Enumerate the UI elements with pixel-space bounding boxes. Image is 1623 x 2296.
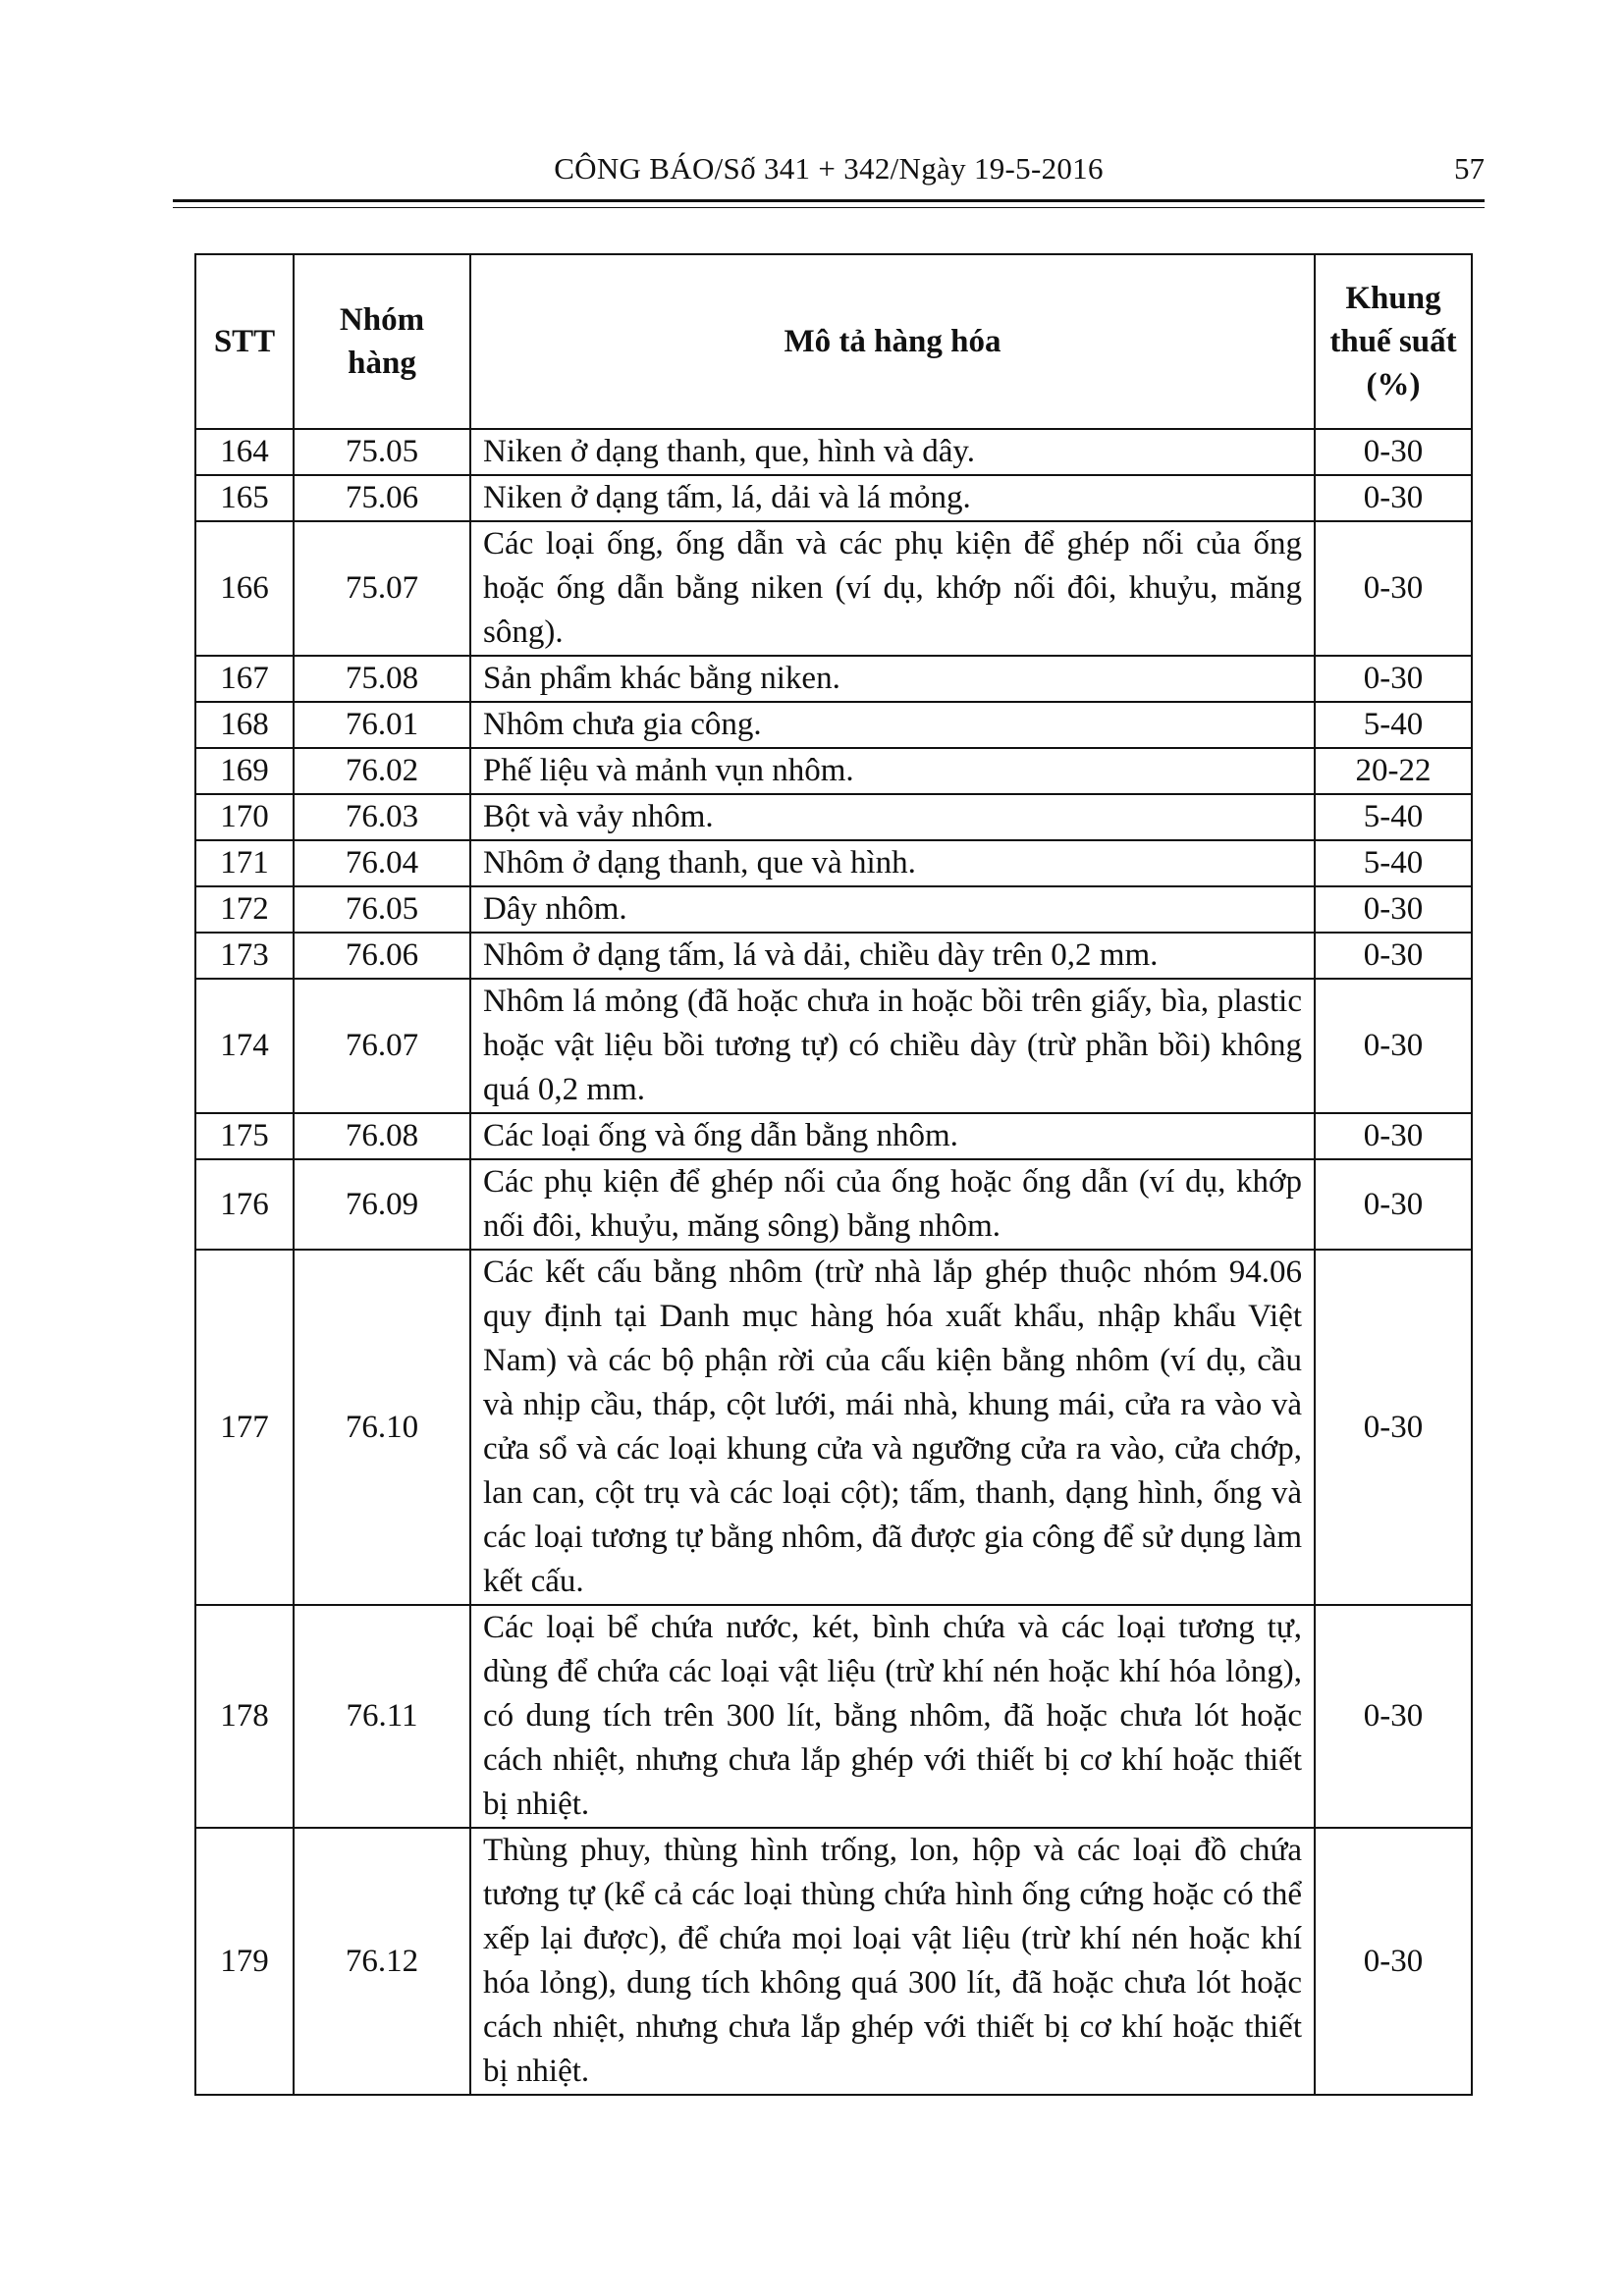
cell-description: Sản phẩm khác bằng niken. xyxy=(470,656,1315,702)
cell-stt: 165 xyxy=(195,475,294,521)
table-row xyxy=(195,475,1472,521)
cell-stt: 177 xyxy=(195,1250,294,1605)
cell-rate: 0-30 xyxy=(1315,429,1472,475)
cell-rate: 0-30 xyxy=(1315,1828,1472,2095)
cell-rate: 5-40 xyxy=(1315,794,1472,840)
cell-group: 76.07 xyxy=(294,979,470,1113)
cell-stt: 179 xyxy=(195,1828,294,2095)
page-number: 57 xyxy=(1454,151,1485,186)
cell-stt: 171 xyxy=(195,840,294,886)
cell-description: Nhôm chưa gia công. xyxy=(470,702,1315,748)
cell-description: Niken ở dạng tấm, lá, dải và lá mỏng. xyxy=(470,475,1315,521)
cell-rate: 0-30 xyxy=(1315,1159,1472,1250)
cell-description: Các loại bể chứa nước, két, bình chứa và các loại tương tự, dùng để chứa các loại vật liệu (trừ khí nén hoặc khí hóa lỏng), có dung tích trên 300 lít, bằng nhôm, đã hoặc chưa lót hoặc cách nhiệt, nhưng chưa lắp ghép với thiết bị cơ khí hoặc thiết bị nhiệt. xyxy=(470,1605,1315,1828)
column-header-group: Nhóm hàng xyxy=(294,254,470,429)
cell-stt: 173 xyxy=(195,933,294,979)
cell-description: Nhôm ở dạng thanh, que và hình. xyxy=(470,840,1315,886)
cell-rate: 0-30 xyxy=(1315,1605,1472,1828)
cell-description: Niken ở dạng thanh, que, hình và dây. xyxy=(470,429,1315,475)
cell-stt: 164 xyxy=(195,429,294,475)
cell-stt: 166 xyxy=(195,521,294,656)
cell-stt: 176 xyxy=(195,1159,294,1250)
cell-description: Bột và vảy nhôm. xyxy=(470,794,1315,840)
table-header-row xyxy=(195,254,1472,429)
cell-group: 75.05 xyxy=(294,429,470,475)
cell-stt: 170 xyxy=(195,794,294,840)
tariff-table xyxy=(194,253,1473,2096)
cell-rate: 0-30 xyxy=(1315,1113,1472,1159)
cell-description: Các phụ kiện để ghép nối của ống hoặc ống dẫn (ví dụ, khớp nối đôi, khuỷu, măng sông) bằng nhôm. xyxy=(470,1159,1315,1250)
cell-stt: 168 xyxy=(195,702,294,748)
cell-group: 76.05 xyxy=(294,886,470,933)
cell-group: 76.12 xyxy=(294,1828,470,2095)
table-row xyxy=(195,702,1472,748)
cell-stt: 172 xyxy=(195,886,294,933)
cell-group: 76.06 xyxy=(294,933,470,979)
cell-group: 75.06 xyxy=(294,475,470,521)
table-row xyxy=(195,1159,1472,1250)
cell-rate: 0-30 xyxy=(1315,979,1472,1113)
table-row xyxy=(195,933,1472,979)
cell-description: Nhôm lá mỏng (đã hoặc chưa in hoặc bồi trên giấy, bìa, plastic hoặc vật liệu bồi tương tự) có chiều dày (trừ phần bồi) không quá 0,2 mm. xyxy=(470,979,1315,1113)
cell-group: 76.02 xyxy=(294,748,470,794)
table-row xyxy=(195,794,1472,840)
cell-group: 76.08 xyxy=(294,1113,470,1159)
cell-group: 76.09 xyxy=(294,1159,470,1250)
cell-stt: 175 xyxy=(195,1113,294,1159)
table-row xyxy=(195,886,1472,933)
table-row xyxy=(195,1605,1472,1828)
cell-rate: 5-40 xyxy=(1315,702,1472,748)
gazette-title: CÔNG BÁO/Số 341 + 342/Ngày 19-5-2016 xyxy=(554,151,1104,186)
cell-description: Dây nhôm. xyxy=(470,886,1315,933)
cell-rate: 0-30 xyxy=(1315,521,1472,656)
table-row xyxy=(195,979,1472,1113)
table-row xyxy=(195,1828,1472,2095)
cell-stt: 169 xyxy=(195,748,294,794)
table-row xyxy=(195,521,1472,656)
cell-rate: 0-30 xyxy=(1315,886,1472,933)
cell-group: 76.11 xyxy=(294,1605,470,1828)
column-header-rate: Khung thuế suất (%) xyxy=(1315,254,1472,429)
cell-rate: 20-22 xyxy=(1315,748,1472,794)
table-row xyxy=(195,748,1472,794)
cell-rate: 0-30 xyxy=(1315,475,1472,521)
column-header-stt: STT xyxy=(195,254,294,429)
table-row xyxy=(195,656,1472,702)
cell-group: 76.04 xyxy=(294,840,470,886)
table-row xyxy=(195,1113,1472,1159)
table-row xyxy=(195,1250,1472,1605)
cell-group: 76.03 xyxy=(294,794,470,840)
cell-stt: 167 xyxy=(195,656,294,702)
cell-description: Phế liệu và mảnh vụn nhôm. xyxy=(470,748,1315,794)
cell-rate: 5-40 xyxy=(1315,840,1472,886)
cell-description: Nhôm ở dạng tấm, lá và dải, chiều dày trên 0,2 mm. xyxy=(470,933,1315,979)
cell-group: 76.01 xyxy=(294,702,470,748)
header-rule-thick xyxy=(173,199,1485,202)
cell-stt: 174 xyxy=(195,979,294,1113)
cell-group: 76.10 xyxy=(294,1250,470,1605)
page-header xyxy=(173,151,1485,194)
cell-description: Thùng phuy, thùng hình trống, lon, hộp và các loại đồ chứa tương tự (kể cả các loại thùng chứa hình ống cứng hoặc có thể xếp lại được), để chứa mọi loại vật liệu (trừ khí nén hoặc khí hóa lỏng), dung tích không quá 300 lít, đã hoặc chưa lót hoặc cách nhiệt, nhưng chưa lắp ghép với thiết bị cơ khí hoặc thiết bị nhiệt. xyxy=(470,1828,1315,2095)
cell-rate: 0-30 xyxy=(1315,1250,1472,1605)
cell-rate: 0-30 xyxy=(1315,656,1472,702)
cell-description: Các loại ống và ống dẫn bằng nhôm. xyxy=(470,1113,1315,1159)
cell-rate: 0-30 xyxy=(1315,933,1472,979)
cell-stt: 178 xyxy=(195,1605,294,1828)
header-rule-thin xyxy=(173,207,1485,208)
column-header-description: Mô tả hàng hóa xyxy=(470,254,1315,429)
cell-group: 75.08 xyxy=(294,656,470,702)
cell-description: Các loại ống, ống dẫn và các phụ kiện để ghép nối của ống hoặc ống dẫn bằng niken (ví dụ, khớp nối đôi, khuỷu, măng sông). xyxy=(470,521,1315,656)
cell-description: Các kết cấu bằng nhôm (trừ nhà lắp ghép thuộc nhóm 94.06 quy định tại Danh mục hàng hóa xuất khẩu, nhập khẩu Việt Nam) và các bộ phận rời của cấu kiện bằng nhôm (ví dụ, cầu và nhịp cầu, tháp, cột lưới, mái nhà, khung mái, cửa ra vào và cửa sổ và các loại khung cửa và ngưỡng cửa ra vào, cửa chớp, lan can, cột trụ và các loại cột); tấm, thanh, dạng hình, ống và các loại tương tự bằng nhôm, đã được gia công để sử dụng làm kết cấu. xyxy=(470,1250,1315,1605)
table-row xyxy=(195,840,1472,886)
cell-group: 75.07 xyxy=(294,521,470,656)
table-row xyxy=(195,429,1472,475)
